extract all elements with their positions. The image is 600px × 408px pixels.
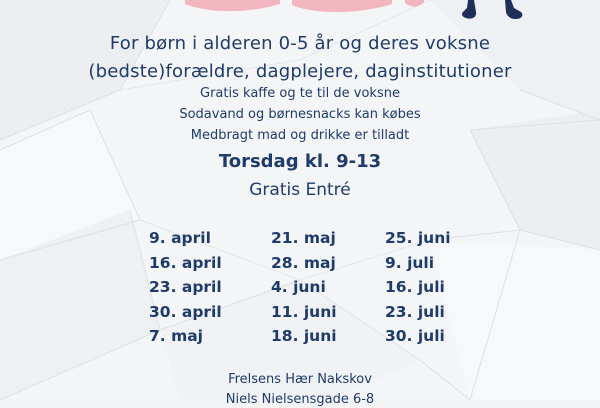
title-decoration <box>0 0 600 24</box>
date-item: 16. juli <box>385 278 445 296</box>
date-column-2 <box>271 226 381 349</box>
date-item: 9. juli <box>385 253 435 272</box>
date-column-3 <box>385 226 495 349</box>
date-item: 25. juni <box>385 229 451 247</box>
date-column-1 <box>149 226 259 349</box>
date-item: 30. april <box>149 302 222 321</box>
venue-name: Frelsens Hær Nakskov <box>228 372 372 387</box>
date-item: 9. april <box>149 229 211 247</box>
opening-hours: Torsdag kl. 9-13 <box>218 151 382 172</box>
date-item: 16. april <box>149 253 222 272</box>
venue-address: Niels Nielsensgade 6-8 <box>225 392 375 407</box>
info-snacks: Sodavand og børnesnacks kan købes <box>179 107 421 122</box>
info-own-food: Medbragt mad og drikke er tilladt <box>190 128 410 143</box>
date-item: 18. juni <box>271 327 337 345</box>
entry-price: Gratis Entré <box>249 180 351 200</box>
date-item: 28. maj <box>271 253 336 272</box>
date-item: 30. juli <box>385 327 445 345</box>
title-fragment <box>185 0 424 12</box>
info-coffee: Gratis kaffe og te til de voksne <box>200 86 400 101</box>
date-item: 11. juni <box>271 302 337 321</box>
date-item: 4. juni <box>271 278 326 296</box>
date-item: 23. april <box>149 278 222 296</box>
date-item: 21. maj <box>271 229 336 247</box>
audience-line-2: (bedste)forældre, dagplejere, daginstitutioner <box>88 61 512 82</box>
date-item: 7. maj <box>149 327 203 345</box>
date-item: 23. juli <box>385 302 445 321</box>
audience-line-1: For børn i alderen 0-5 år og deres voksne <box>109 33 491 54</box>
boots-icon <box>462 0 522 19</box>
date-list <box>0 226 600 351</box>
